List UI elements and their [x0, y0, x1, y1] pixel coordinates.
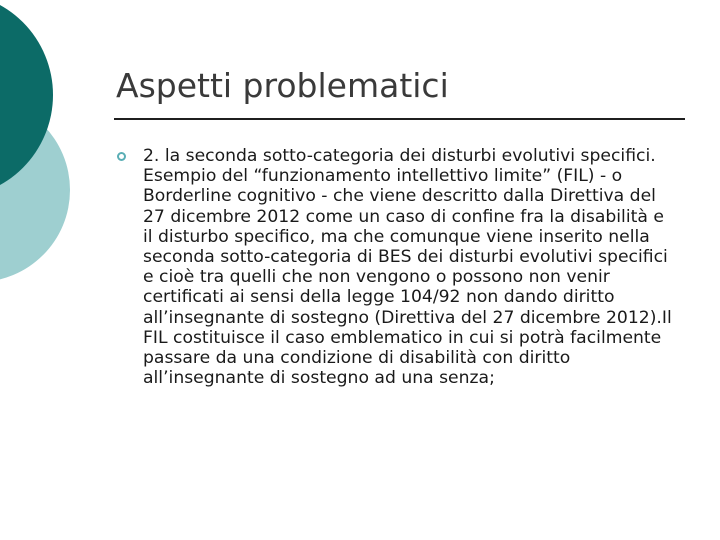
slide-title: Aspetti problematici	[116, 66, 449, 105]
bullet-circle-icon	[117, 152, 126, 161]
title-underline	[114, 118, 685, 120]
bullet-text: 2. la seconda sotto-categoria dei disturbi evolutivi specifici. Esempio del “funzionamento intellettivo limite” (FIL) - o Borderline cognitivo - che viene descritto dalla Direttiva del 27 dicembre 2012 come un caso di confine fra la disabilità e il disturbo specifico, ma che comunque viene inserito nella seconda sotto-categoria di BES dei disturbi evolutivi specifici e cioè tra quelli che non vengono o possono non venir certificati ai sensi della legge 104/92 non dando diritto all’insegnante di sostegno (Direttiva del 27 dicembre 2012).Il FIL costituisce il caso emblematico in cui si potrà facilmente passare da una condizione di disabilità con diritto all’insegnante di sostegno ad una senza;	[143, 146, 672, 389]
decorative-circles	[0, 0, 110, 300]
